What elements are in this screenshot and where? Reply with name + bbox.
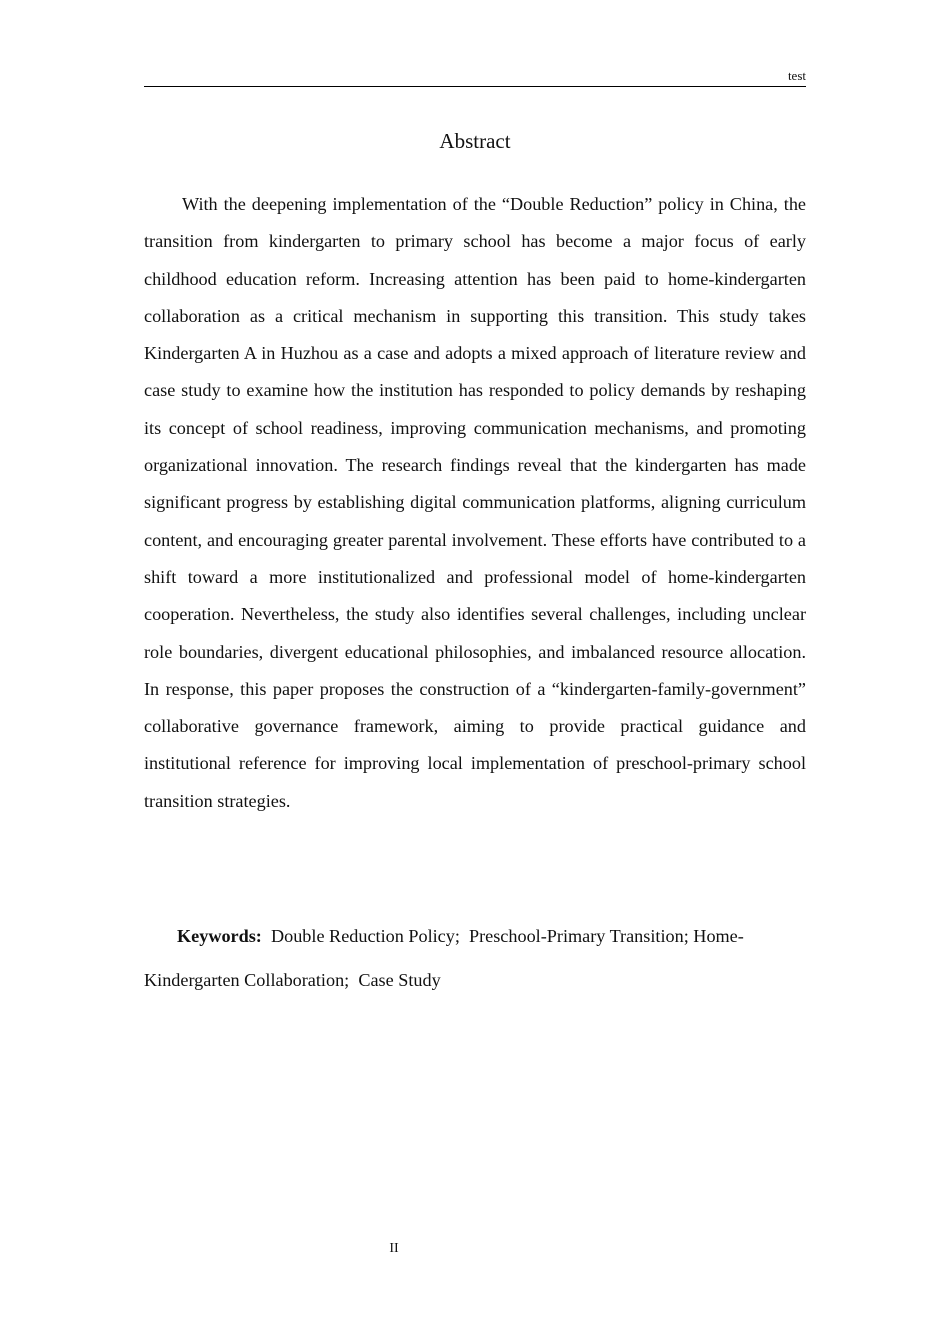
keywords-label: Keywords: — [177, 926, 262, 946]
page-number: II — [389, 1241, 399, 1256]
header-rule — [144, 86, 806, 87]
page-title: Abstract — [439, 129, 511, 153]
keywords-paragraph — [144, 914, 806, 1002]
abstract-paragraph: With the deepening implementation of the “Double Reduction” policy in China, the transition from kindergarten to primary school has become a major focus of early childhood education reform. Increasing attention has been paid to home-kindergarten collaboration as a critical mechanism in supporting this transition. This study takes Kindergarten A in Huzhou as a case and adopts a mixed approach of literature review and case study to examine how the institution has responded to policy demands by reshaping its concept of school readiness, improving communication mechanisms, and promoting organizational innovation. The research findings reveal that the kindergarten has made significant progress by establishing digital communication platforms, aligning curriculum content, and encouraging greater parental involvement. These efforts have contributed to a shift toward a more institutionalized and professional model of home-kindergarten cooperation. Nevertheless, the study also identifies several challenges, including unclear role boundaries, divergent educational philosophies, and imbalanced resource allocation. In response, this paper proposes the construction of a “kindergarten-family-government” collaborative governance framework, aiming to provide practical guidance and institutional reference for improving local implementation of preschool-primary school transition strategies. — [144, 194, 806, 811]
running-header: test — [787, 68, 806, 83]
keywords-text: Double Reduction Policy; Preschool-Primary Transition; Home-Kindergarten Collaboration; Case Study — [144, 926, 744, 990]
